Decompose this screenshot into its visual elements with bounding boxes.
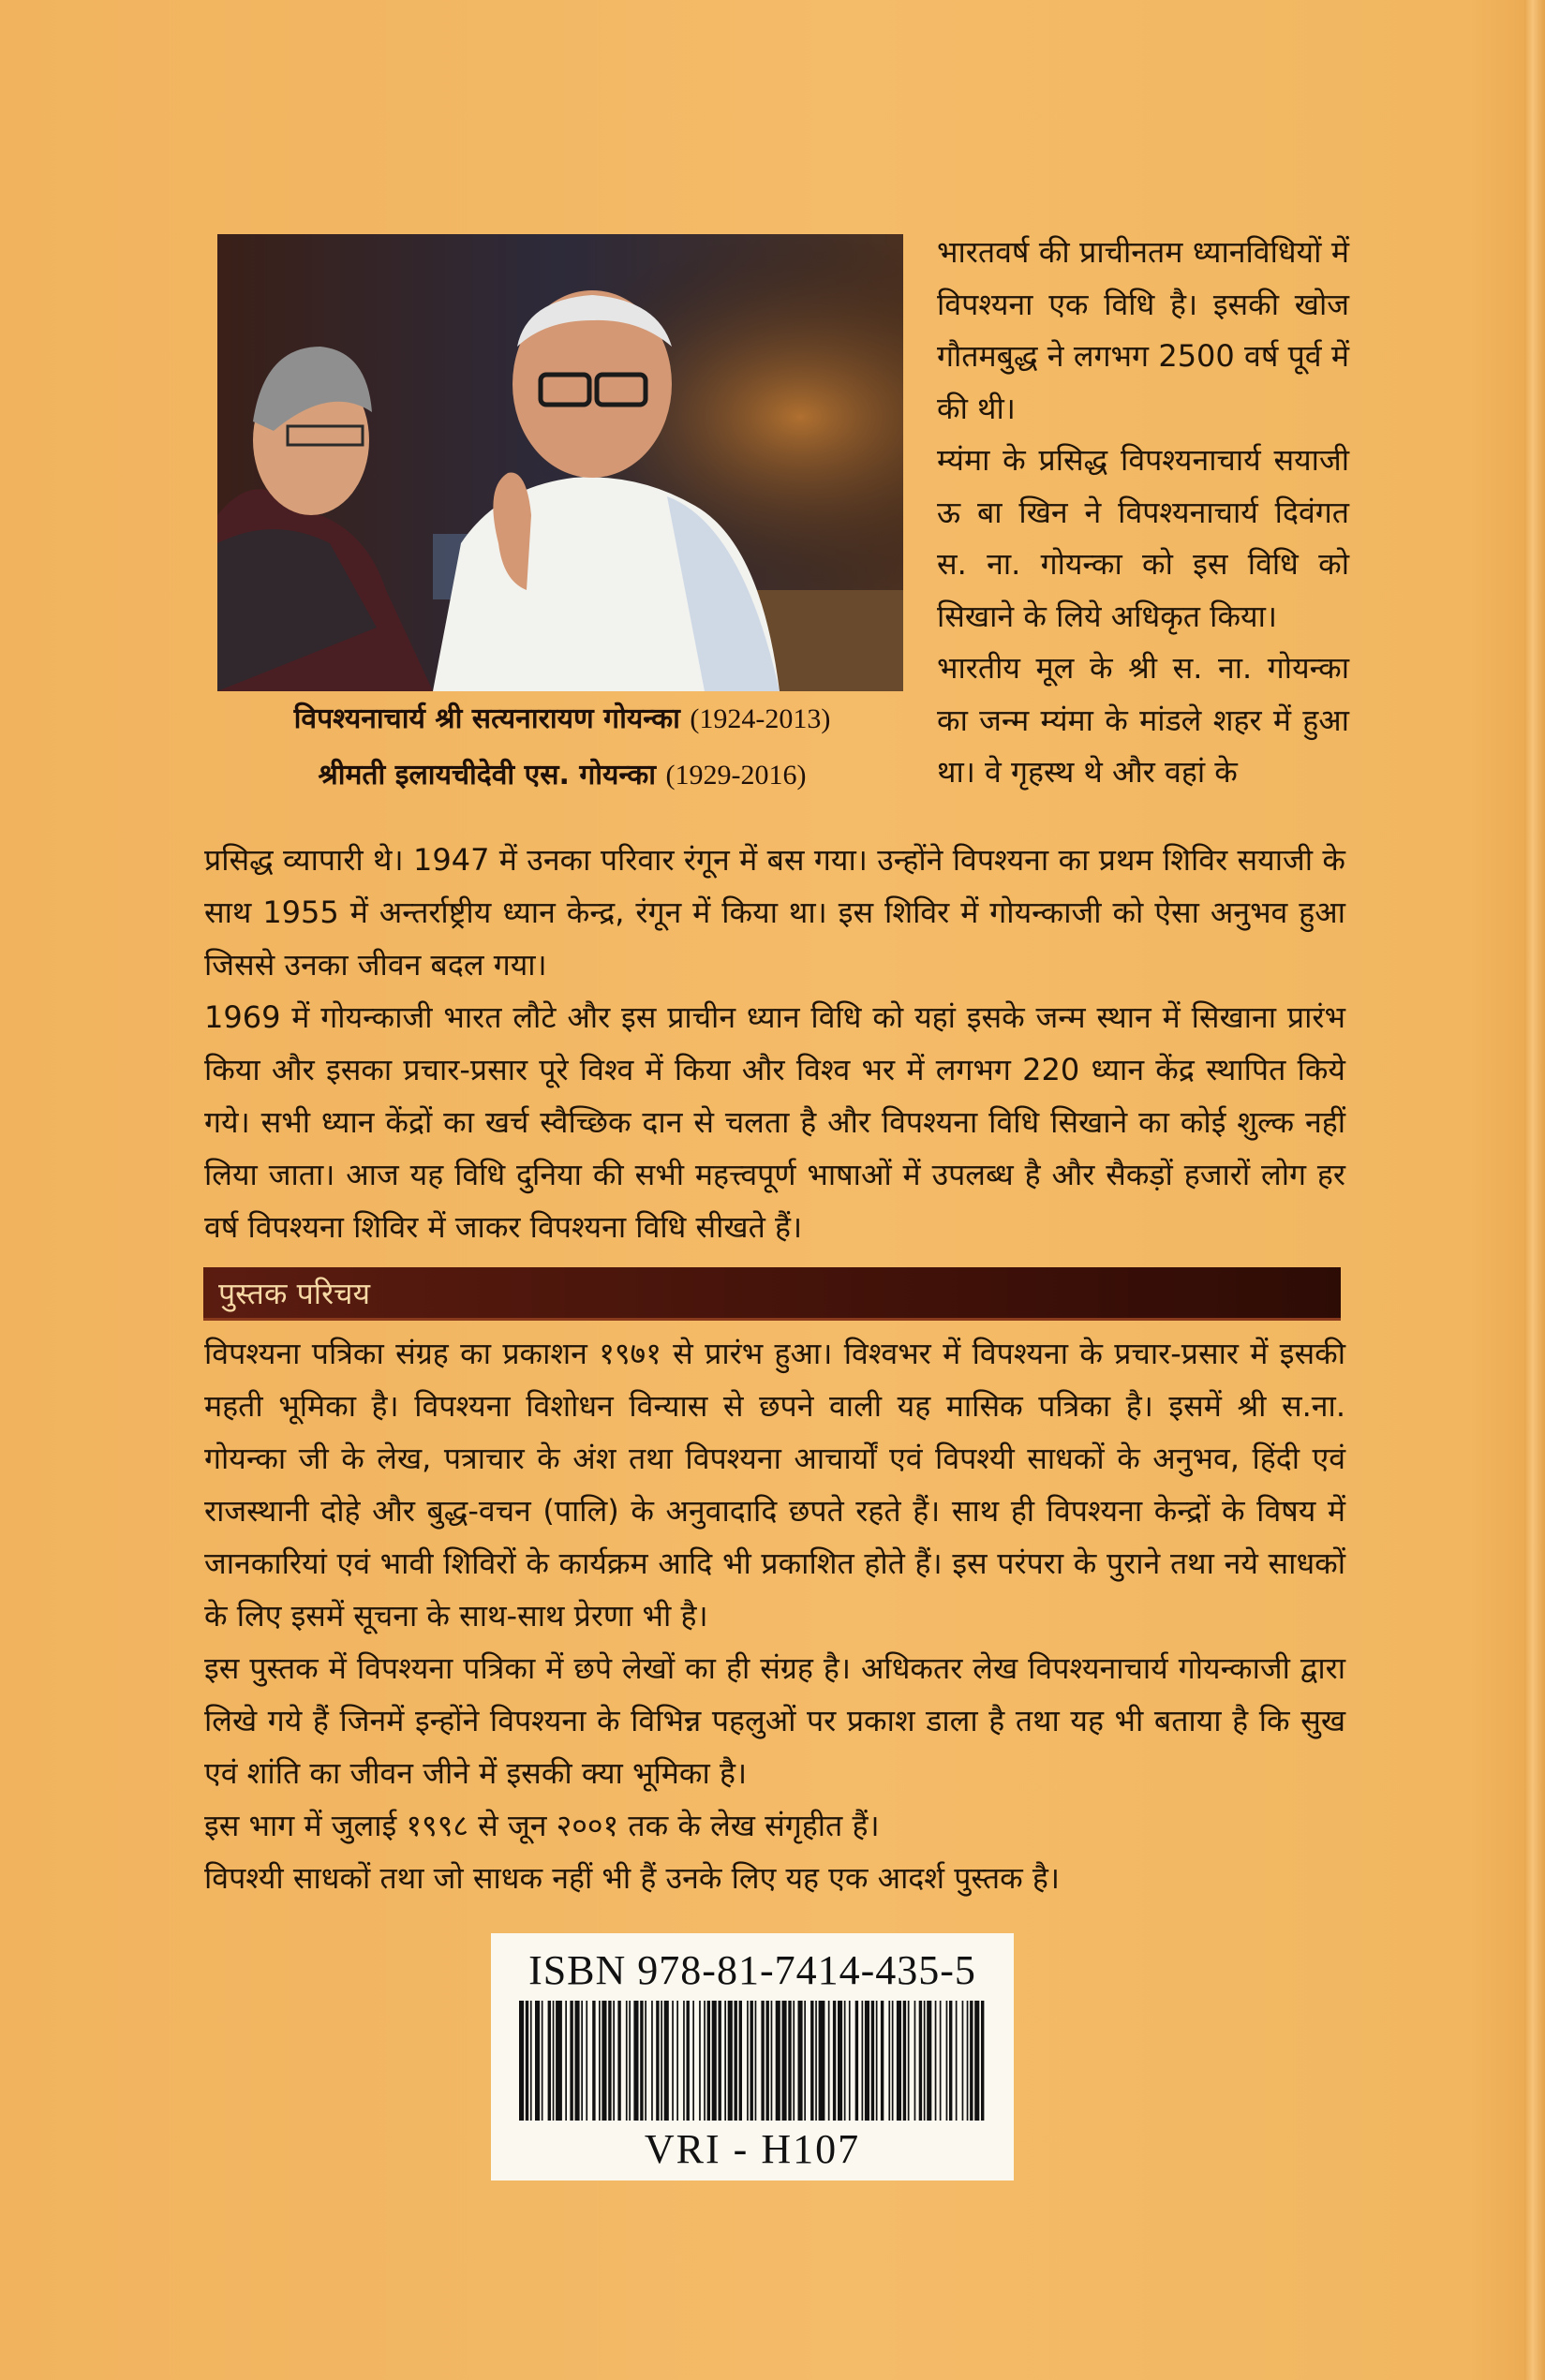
intro-paragraph-3-start: भारतीय मूल के श्री स. ना. गोयन्का का जन्म म्यंमा के मांडले शहर में हुआ था। वे गृहस्थ थे और वहां के xyxy=(937,650,1349,790)
caption-name-2: श्रीमती इलायचीदेवी एस. गोयन्का xyxy=(318,759,657,791)
isbn-barcode-label xyxy=(491,1933,1014,2180)
founders-photo xyxy=(217,234,903,691)
intro-full-width xyxy=(204,834,1345,1253)
book-intro-paragraph-2: इस पुस्तक में विपश्यना पत्रिका में छपे लेखों का ही संग्रह है। अधिकतर लेख विपश्यनाचार्य गोयन्काजी द्वारा लिखे गये हैं जिनमें इन्होंने विपश्यना के विभिन्न पहलुओं पर प्रकाश डाला है तथा यह भी बताया है कि सुख एवं शांति का जीवन जीने में इसकी क्या भूमिका है। xyxy=(204,1650,1345,1791)
intro-side-column xyxy=(937,227,1349,799)
photo-caption-line-1 xyxy=(206,698,918,736)
caption-name-1: विपश्यनाचार्य श्री सत्यनारायण गोयन्का xyxy=(293,702,680,735)
book-intro-paragraph-3: इस भाग में जुलाई १९९८ से जून २००१ तक के लेख संगृहीत हैं। xyxy=(204,1808,880,1843)
book-intro-paragraph-4: विपश्यी साधकों तथा जो साधक नहीं भी हैं उनके लिए यह एक आदर्श पुस्तक है। xyxy=(204,1860,1060,1896)
cover-edge xyxy=(1524,0,1545,2380)
photo-caption-line-2 xyxy=(206,754,918,792)
book-intro-heading-bar xyxy=(203,1267,1341,1321)
caption-years-1: (1924-2013) xyxy=(690,703,831,734)
intro-paragraph-2: म्यंमा के प्रसिद्ध विपश्यनाचार्य सयाजी ऊ बा खिन ने विपश्यनाचार्य दिवंगत स. ना. गोयन्का को इस विधि को सिखाने के लिये अधिकृत किया। xyxy=(937,442,1349,634)
intro-paragraph-4: 1969 में गोयन्काजी भारत लौटे और इस प्राचीन ध्यान विधि को यहां इसके जन्म स्थान में सिखाना प्रारंभ किया और इसका प्रचार-प्रसार पूरे विश्व में किया और विश्व भर में लगभग 220 ध्यान केंद्र स्थापित किये गये। सभी ध्यान केंद्रों का खर्च स्वैच्छिक दान से चलता है और विपश्यना विधि सिखाने का कोई शुल्क नहीं लिया जाता। आज यह विधि दुनिया की सभी महत्त्वपूर्ण भाषाओं में उपलब्ध है और सैकड़ों हजारों लोग हर वर्ष विपश्यना शिविर में जाकर विपश्यना विधि सीखते हैं। xyxy=(204,999,1345,1245)
publisher-code: VRI - H107 xyxy=(644,2126,861,2172)
isbn-number: ISBN 978-81-7414-435-5 xyxy=(528,1947,976,1993)
intro-paragraph-1: भारतवर्ष की प्राचीनतम ध्यानविधियों में विपश्यना एक विधि है। इसकी खोज गौतमबुद्ध ने लगभग 2500 वर्ष पूर्व में की थी। xyxy=(937,234,1349,426)
barcode-graphic xyxy=(519,2001,986,2121)
book-intro-text xyxy=(204,1327,1345,1904)
book-intro-paragraph-1: विपश्यना पत्रिका संग्रह का प्रकाशन १९७१ से प्रारंभ हुआ। विश्वभर में विपश्यना के प्रचार-प्रसार में इसकी महती भूमिका है। विपश्यना विशोधन विन्यास से छपने वाली यह मासिक पत्रिका है। इसमें श्री स.ना. गोयन्का जी के लेख, पत्राचार के अंश तथा विपश्यना आचार्यों एवं विपश्यी साधकों के अनुभव, हिंदी एवं राजस्थानी दोहे और बुद्ध-वचन (पालि) के अनुवादादि छपते रहते हैं। साथ ही विपश्यना केन्द्रों के विषय में जानकारियां एवं भावी शिविरों के कार्यक्रम आदि भी प्रकाशित होते हैं। इस परंपरा के पुराने तथा नये साधकों के लिए इसमें सूचना के साथ-साथ प्रेरणा भी है। xyxy=(204,1336,1345,1633)
book-intro-heading: पुस्तक परिचय xyxy=(218,1276,371,1311)
intro-paragraph-3-rest: प्रसिद्ध व्यापारी थे। 1947 में उनका परिवार रंगून में बस गया। उन्होंने विपश्यना का प्रथम शिविर सयाजी के साथ 1955 में अन्तर्राष्ट्रीय ध्यान केन्द्र, रंगून में किया था। इस शिविर में गोयन्काजी को ऐसा अनुभव हुआ जिससे उनका जीवन बदल गया। xyxy=(204,842,1345,983)
caption-years-2: (1929-2016) xyxy=(665,760,807,791)
